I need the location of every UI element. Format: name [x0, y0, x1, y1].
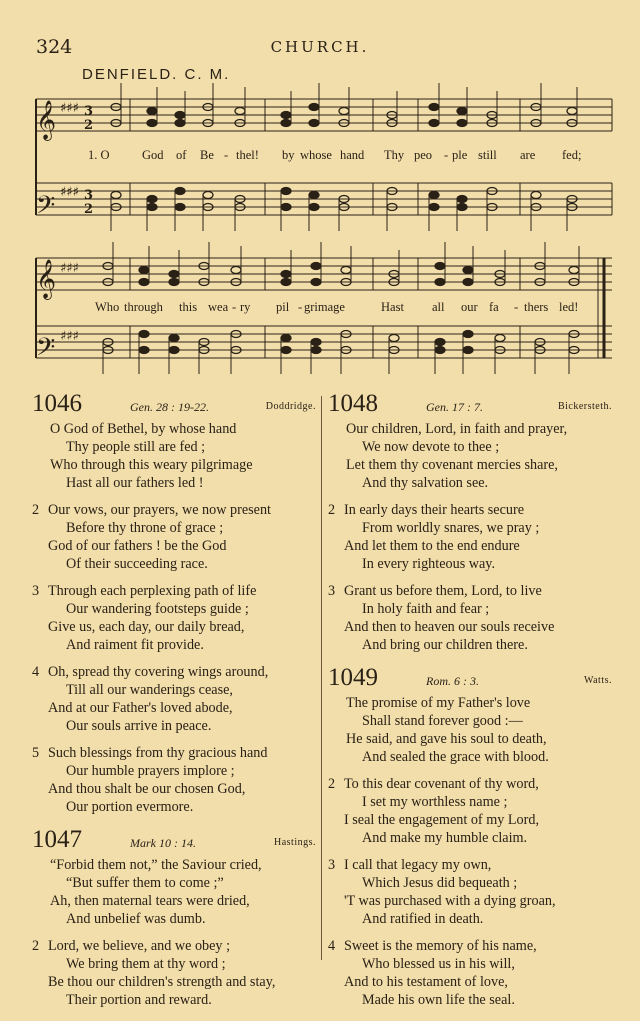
verse-line [328, 712, 614, 730]
staff-lines [36, 99, 612, 358]
verse-text: And raiment fit provide. [66, 637, 204, 653]
verse-line [328, 955, 614, 973]
lyric-syllable: fa [489, 300, 499, 314]
note-head [281, 120, 291, 127]
verse-text: Such blessings from thy gracious hand [48, 745, 268, 761]
verse-text: Our children, Lord, in faith and prayer, [346, 421, 568, 437]
hymn-author: Doddridge. [265, 401, 316, 412]
time-signature-top-bass: 3 [84, 188, 94, 203]
lyric-syllable: wea [208, 300, 229, 314]
verse-line [32, 420, 318, 438]
verse-line [32, 717, 318, 735]
hymn-1048 [328, 392, 614, 654]
note-head [463, 347, 473, 354]
note-head [281, 347, 291, 354]
verse-line [32, 501, 318, 519]
note-head [311, 279, 321, 286]
hymn-number: 1048 [328, 390, 378, 417]
verse-line [328, 910, 614, 928]
verse-line [32, 537, 318, 555]
bar-lines [36, 99, 612, 358]
note-head [169, 271, 179, 278]
time-signature-bottom: 2 [84, 118, 94, 133]
verse-text: And ratified in death. [362, 911, 484, 927]
lyric-syllable: of [176, 148, 187, 162]
note-head [341, 267, 351, 274]
verse-line [32, 474, 318, 492]
verse-line [328, 501, 614, 519]
verse-line [328, 582, 614, 600]
lyric-syllable: thers [524, 300, 549, 314]
note-head [147, 108, 157, 115]
note-head [457, 120, 467, 127]
time-signature-top: 3 [84, 104, 94, 119]
verse-line [32, 438, 318, 456]
scripture-reference: Rom. 6 : 3. [426, 674, 479, 688]
lyric-syllable: grimage [304, 300, 345, 314]
note-head [311, 347, 321, 354]
verse-line [32, 892, 318, 910]
verse-line [328, 874, 614, 892]
note-head [429, 192, 439, 199]
page-number: 324 [36, 36, 73, 58]
verse-number: 3 [328, 583, 336, 599]
hymn-1046 [32, 392, 318, 816]
verse-number: 2 [328, 776, 336, 792]
note-head [281, 335, 291, 342]
verse-gap [328, 492, 614, 501]
verse-line [32, 681, 318, 699]
verse-text: The promise of my Father's love [346, 695, 531, 711]
verse-number: 2 [328, 502, 336, 518]
verse-line [32, 856, 318, 874]
verse-line [32, 618, 318, 636]
verse-line [328, 618, 614, 636]
hymn-heading [32, 828, 318, 856]
note-head [309, 192, 319, 199]
verse-text: In every righteous way. [362, 556, 496, 572]
note-head [147, 120, 157, 127]
hymn-heading [328, 392, 614, 420]
lyric-syllable: whose [300, 148, 332, 162]
verse-text: Thy people still are fed ; [66, 439, 206, 455]
note-head [309, 120, 319, 127]
note-head [309, 104, 319, 111]
lyric-syllable: peo [414, 148, 433, 162]
lyric-syllable: through [124, 300, 163, 314]
verse-number: 4 [328, 938, 336, 954]
note-head [435, 339, 445, 346]
verse-text: Give us, each day, our daily bread, [48, 619, 245, 635]
verse-text: Till all our wanderings cease, [66, 682, 233, 698]
time-signature-bottom-bass: 2 [84, 202, 94, 217]
verse-line [328, 811, 614, 829]
music-score [0, 0, 640, 375]
right-column [328, 392, 614, 1021]
lyric-syllable: Thy [384, 148, 405, 162]
verse-line [328, 973, 614, 991]
verse-line [328, 636, 614, 654]
verse-line [328, 856, 614, 874]
verse-line [328, 438, 614, 456]
verse-line [328, 748, 614, 766]
verse-line [32, 519, 318, 537]
hymn-author: Bickersteth. [557, 401, 612, 412]
verse-text: We bring them at thy word ; [66, 956, 226, 972]
verse-line [328, 991, 614, 1009]
lyric-syllable: - [298, 300, 303, 314]
note-head [311, 339, 321, 346]
note-head [147, 204, 157, 211]
verse-text: And to his testament of love, [344, 974, 508, 990]
note-head [281, 112, 291, 119]
verse-text: I call that legacy my own, [344, 857, 492, 873]
verse-line [328, 793, 614, 811]
verse-text: Shall stand forever good :— [362, 713, 523, 729]
note-head [235, 108, 245, 115]
verse-line [328, 600, 614, 618]
note-head [281, 188, 291, 195]
verse-line [328, 730, 614, 748]
note-head [435, 263, 445, 270]
note-head [429, 104, 439, 111]
verse-text: Our portion evermore. [66, 799, 194, 815]
verse-text: Ah, then maternal tears were dried, [50, 893, 250, 909]
lyric-syllable: - [444, 148, 449, 162]
verse-text: I set my worthless name ; [362, 794, 508, 810]
verse-text: Our vows, our prayers, we now present [48, 502, 272, 518]
tune-title: DENFIELD. C. M. [82, 66, 231, 83]
verse-text: 'T was purchased with a dying groan, [344, 893, 556, 909]
note-head [567, 108, 577, 115]
note-head [175, 112, 185, 119]
verse-line [32, 663, 318, 681]
note-head [463, 279, 473, 286]
lyric-syllable: fed; [562, 148, 582, 162]
note-head [231, 267, 241, 274]
note-head [389, 335, 399, 342]
verse-line [328, 694, 614, 712]
note-head [429, 204, 439, 211]
verse-text: Let them thy covenant mercies share, [346, 457, 558, 473]
verse-line [328, 937, 614, 955]
lyric-syllable: Hast [381, 300, 404, 314]
note-head [139, 331, 149, 338]
treble-clef-icon-2: 𝄞 [36, 259, 57, 299]
verse-line [32, 910, 318, 928]
left-column [32, 392, 318, 1021]
hymn-1047 [32, 828, 318, 1009]
verse-line [32, 744, 318, 762]
lyric-syllable: pil [276, 300, 290, 314]
lyric-syllable: - [514, 300, 519, 314]
verse-text: Our humble prayers implore ; [66, 763, 235, 779]
verse-text: And unbelief was dumb. [66, 911, 206, 927]
verse-text: He said, and gave his soul to death, [346, 731, 547, 747]
verse-text: From worldly snares, we pray ; [362, 520, 540, 536]
hymn-spacer [32, 1009, 318, 1021]
note-head [169, 279, 179, 286]
key-signature-sharps-bass: ♯♯♯ [60, 185, 79, 200]
verse-text: Sweet is the memory of his name, [344, 938, 537, 954]
verse-line [32, 955, 318, 973]
hymn-spacer [328, 1009, 614, 1021]
verse-text: Be thou our children's strength and stay, [48, 974, 276, 990]
lyrics-line-2 [0, 300, 640, 316]
verse-line [328, 555, 614, 573]
hymn-number: 1046 [32, 390, 82, 417]
verse-text: Before thy throne of grace ; [66, 520, 224, 536]
note-head [139, 267, 149, 274]
note-head [531, 192, 541, 199]
hymn-number: 1049 [328, 664, 378, 691]
verse-number: 3 [32, 583, 40, 599]
verse-text: And at our Father's loved abode, [48, 700, 233, 716]
hymn-author: Watts. [583, 675, 612, 686]
verse-line [328, 829, 614, 847]
lyric-syllable: our [461, 300, 478, 314]
verse-line [328, 456, 614, 474]
verse-line [328, 519, 614, 537]
hymn-heading [32, 392, 318, 420]
clefs-and-signatures [36, 100, 93, 368]
verse-text: And sealed the grace with blood. [362, 749, 549, 765]
note-head [175, 188, 185, 195]
verse-line [32, 456, 318, 474]
lyric-syllable: ry [240, 300, 251, 314]
notes [103, 83, 582, 374]
verse-text: Lord, we believe, and we obey ; [48, 938, 231, 954]
scripture-reference: Gen. 28 : 19-22. [130, 400, 209, 414]
lyric-syllable: Be [200, 148, 214, 162]
verse-text: And bring our children there. [362, 637, 528, 653]
verse-line [32, 937, 318, 955]
hymn-1049 [328, 666, 614, 1009]
verse-text: Grant us before them, Lord, to live [344, 583, 542, 599]
note-head [169, 347, 179, 354]
verse-number: 5 [32, 745, 40, 761]
note-head [111, 192, 121, 199]
verse-text: In early days their hearts secure [344, 502, 525, 518]
verse-line [328, 537, 614, 555]
note-head [281, 204, 291, 211]
note-head [463, 267, 473, 274]
key-signature-sharps-bass-2: ♯♯♯ [60, 329, 79, 344]
note-head [139, 279, 149, 286]
column-divider [321, 396, 322, 960]
note-head [569, 267, 579, 274]
lyric-syllable: all [432, 300, 445, 314]
lyric-syllable: 1. O [88, 148, 110, 162]
verse-text: O God of Bethel, by whose hand [50, 421, 237, 437]
verse-text: Oh, spread thy covering wings around, [48, 664, 269, 680]
note-head [435, 347, 445, 354]
verse-line [32, 555, 318, 573]
verse-text: Hast all our fathers led ! [66, 475, 204, 491]
verse-text: Our souls arrive in peace. [66, 718, 212, 734]
verse-text: Through each perplexing path of life [48, 583, 257, 599]
note-head [457, 204, 467, 211]
verse-line [32, 699, 318, 717]
verse-number: 3 [328, 857, 336, 873]
verse-text: Which Jesus did bequeath ; [362, 875, 518, 891]
verse-line [32, 600, 318, 618]
lyric-syllable: by [282, 148, 295, 162]
hymn-number: 1047 [32, 826, 82, 853]
note-head [139, 347, 149, 354]
note-head [339, 108, 349, 115]
verse-line [32, 636, 318, 654]
note-head [463, 331, 473, 338]
lyric-syllable: - [232, 300, 237, 314]
verse-text: And thy salvation see. [362, 475, 489, 491]
verse-text: And thou shalt be our chosen God, [48, 781, 246, 797]
verse-line [32, 798, 318, 816]
verse-text: Who through this weary pilgrimage [50, 457, 253, 473]
lyric-syllable: thel! [236, 148, 259, 162]
running-title: CHURCH. [270, 38, 370, 56]
lyrics-line-1 [0, 148, 640, 164]
lyric-syllable: this [179, 300, 198, 314]
verse-text: I seal the engagement of my Lord, [344, 812, 540, 828]
treble-clef-icon: 𝄞 [36, 100, 57, 140]
note-head [147, 196, 157, 203]
verse-text: To this dear covenant of thy word, [344, 776, 539, 792]
verse-text: In holy faith and fear ; [362, 601, 490, 617]
note-head [175, 204, 185, 211]
lyric-syllable: still [478, 148, 497, 162]
note-head [435, 279, 445, 286]
verse-line [32, 762, 318, 780]
verse-text: And then to heaven our souls receive [344, 619, 555, 635]
verse-gap [328, 847, 614, 856]
verse-number: 2 [32, 502, 40, 518]
scripture-reference: Gen. 17 : 7. [426, 400, 483, 414]
verse-gap [32, 928, 318, 937]
verse-line [32, 582, 318, 600]
note-head [309, 204, 319, 211]
note-head [281, 271, 291, 278]
lyric-syllable: ple [452, 148, 468, 162]
verse-gap [328, 766, 614, 775]
lyric-syllable: hand [340, 148, 365, 162]
note-head [457, 108, 467, 115]
note-head [281, 279, 291, 286]
key-signature-sharps-2: ♯♯♯ [60, 261, 79, 276]
verse-number: 4 [32, 664, 40, 680]
bass-clef-icon: 𝄢 [36, 191, 56, 226]
verse-text: God of our fathers ! be the God [48, 538, 227, 554]
verse-number: 2 [32, 938, 40, 954]
verse-line [32, 874, 318, 892]
hymn-heading [328, 666, 614, 694]
verse-gap [32, 654, 318, 663]
verse-text: “Forbid them not,” the Saviour cried, [50, 857, 262, 873]
verse-line [328, 775, 614, 793]
lyric-syllable: are [520, 148, 536, 162]
verse-text: And make my humble claim. [362, 830, 528, 846]
verse-text: Of their succeeding race. [66, 556, 208, 572]
verse-text: Who blessed us in his will, [362, 956, 515, 972]
verse-line [328, 420, 614, 438]
note-head [311, 263, 321, 270]
verse-line [328, 474, 614, 492]
note-head [495, 335, 505, 342]
note-head [175, 120, 185, 127]
verse-gap [328, 573, 614, 582]
verse-gap [32, 492, 318, 501]
lyric-syllable: God [142, 148, 164, 162]
verse-line [32, 780, 318, 798]
note-head [429, 120, 439, 127]
verse-line [32, 991, 318, 1009]
verse-text: Made his own life the seal. [362, 992, 515, 1008]
hymn-author: Hastings. [274, 837, 316, 848]
verse-gap [328, 928, 614, 937]
verse-text: And let them to the end endure [344, 538, 520, 554]
lyric-syllable: - [224, 148, 229, 162]
lyric-syllable: Who [95, 300, 120, 314]
note-head [203, 192, 213, 199]
key-signature-sharps: ♯♯♯ [60, 101, 79, 116]
verse-text: Their portion and reward. [66, 992, 212, 1008]
note-head [169, 335, 179, 342]
scripture-reference: Mark 10 : 14. [130, 836, 196, 850]
note-head [457, 196, 467, 203]
verse-gap [32, 735, 318, 744]
verse-text: “But suffer them to come ;” [66, 875, 224, 891]
verse-line [32, 973, 318, 991]
verse-text: Our wandering footsteps guide ; [66, 601, 249, 617]
verse-gap [32, 573, 318, 582]
verse-text: We now devote to thee ; [362, 439, 500, 455]
bass-clef-icon-2: 𝄢 [36, 333, 56, 368]
lyric-syllable: led! [559, 300, 579, 314]
verse-line [328, 892, 614, 910]
